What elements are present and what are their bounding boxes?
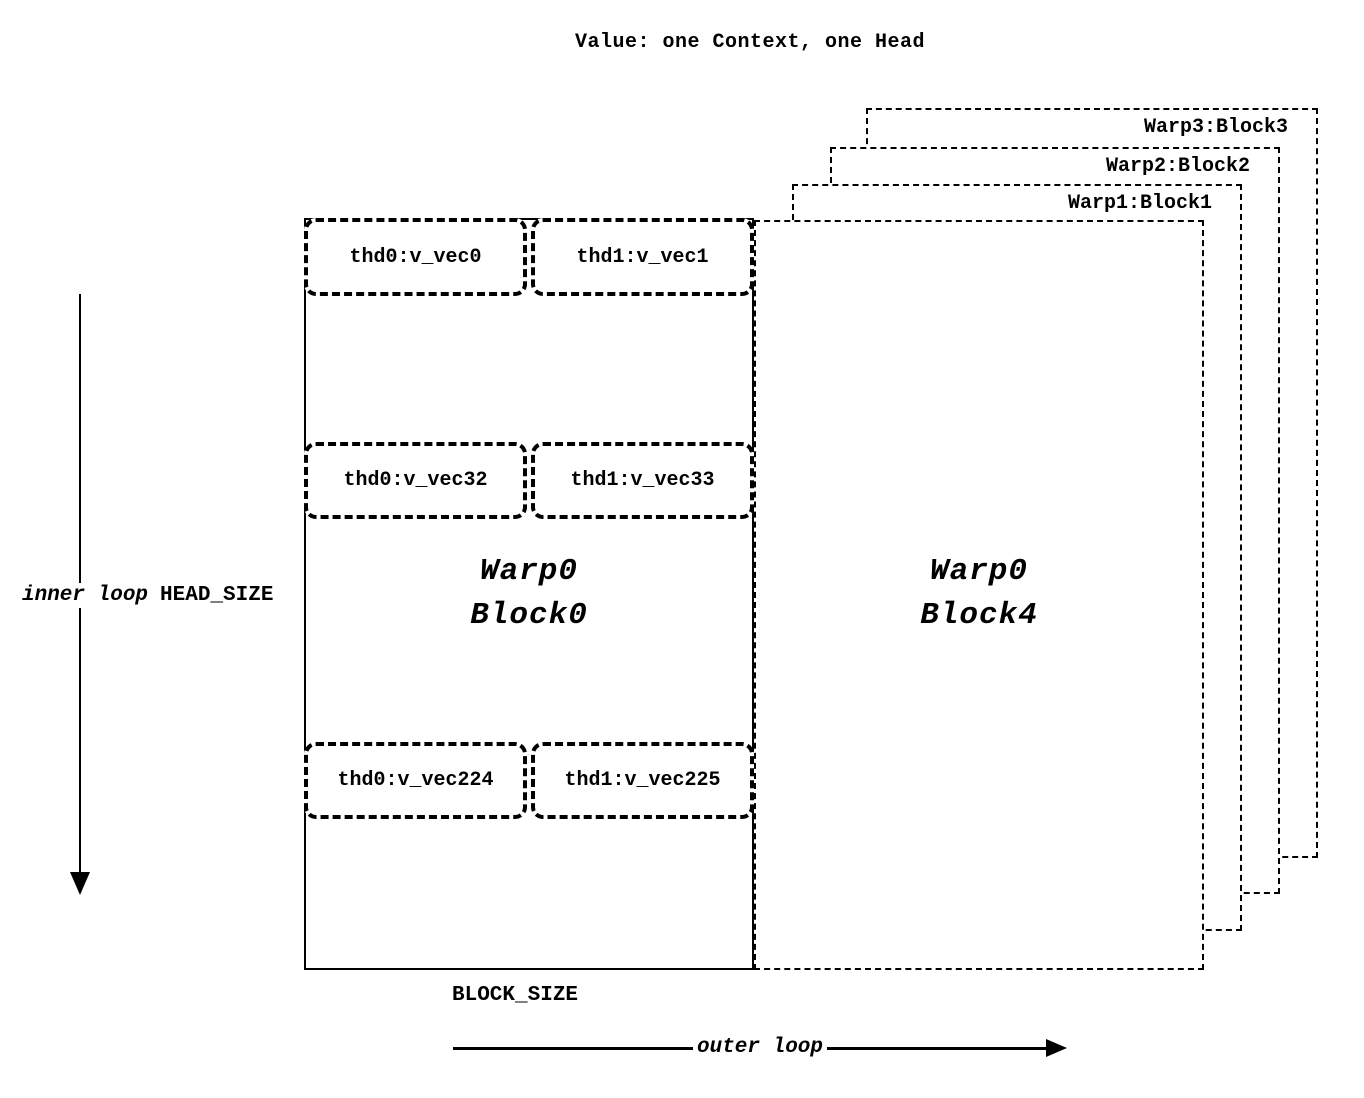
cell-thd0-v_vec224 (304, 742, 527, 819)
inner-loop-label: inner loop (22, 584, 149, 607)
outer-loop-label: outer loop (693, 1036, 827, 1059)
cell-thd0-v_vec32-label: thd0:v_vec32 (343, 469, 488, 492)
cell-thd1-v_vec1-label: thd1:v_vec1 (576, 245, 709, 269)
block-size-label: BLOCK_SIZE (452, 984, 579, 1007)
head-size-label: HEAD_SIZE (160, 584, 274, 607)
cell-thd1-v_vec33-label: thd1:v_vec33 (570, 469, 715, 492)
inner-loop-head-size-label (22, 583, 273, 608)
cell-thd0-v_vec32 (304, 442, 527, 519)
diagram-title: Value: one Context, one Head (574, 31, 926, 54)
right-arrowhead-icon (1046, 1039, 1067, 1057)
warp2-block2-label: Warp2:Block2 (1105, 155, 1250, 178)
warp0-block4-label (754, 550, 1204, 638)
warp3-block3-label: Warp3:Block3 (1143, 116, 1288, 139)
cell-thd1-v_vec1 (531, 218, 754, 296)
warp0-block4-label-line2: Block4 (920, 598, 1038, 633)
cell-thd0-v_vec224-label: thd0:v_vec224 (337, 769, 494, 792)
cell-thd1-v_vec225-label: thd1:v_vec225 (564, 769, 721, 792)
cell-thd1-v_vec225 (531, 742, 754, 819)
down-arrowhead-icon (70, 872, 90, 895)
cell-thd1-v_vec33 (531, 442, 754, 519)
cell-thd0-v_vec0 (304, 218, 527, 296)
warp0-block0-label (304, 550, 754, 638)
warp0-block0-label-line1: Warp0 (479, 554, 578, 589)
warp1-block1-label: Warp1:Block1 (1067, 192, 1212, 215)
warp0-block0-label-line2: Block0 (470, 598, 588, 633)
warp0-block4-label-line1: Warp0 (929, 554, 1028, 589)
cell-thd0-v_vec0-label: thd0:v_vec0 (349, 245, 482, 269)
